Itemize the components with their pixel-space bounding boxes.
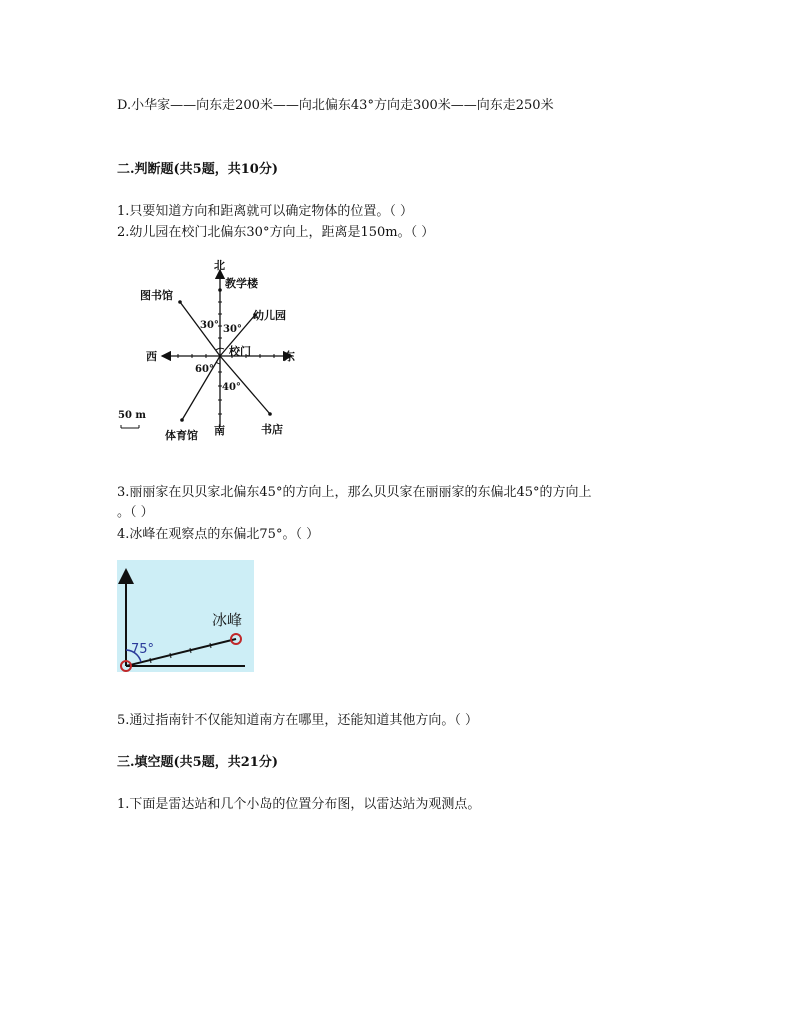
west-label: 西: [146, 350, 157, 363]
gym-label: 体育馆: [165, 429, 198, 442]
scale-label: 50 m: [118, 410, 146, 421]
question-2-2: 2.幼儿园在校门北偏东30°方向上，距离是150m。（ ）: [117, 225, 435, 240]
ice-peak-label: 冰峰: [212, 611, 243, 629]
teaching-building-label: 教学楼: [225, 277, 258, 290]
kindergarten-label: 幼儿园: [253, 309, 286, 322]
option-d: D.小华家——向东走200米——向北偏东43°方向走300米——向东走250米: [117, 98, 554, 113]
question-3-1: 1.下面是雷达站和几个小岛的位置分布图，以雷达站为观测点。: [117, 797, 481, 812]
section-3-title: 三.填空题(共5题，共21分): [117, 755, 278, 770]
east-label: 东: [284, 350, 295, 363]
angle-30-right: 30°: [223, 324, 242, 335]
question-2-4: 4.冰峰在观察点的东偏北75°。（ ）: [117, 527, 320, 542]
bookstore-label: 书店: [261, 423, 283, 436]
question-2-3-line2: 。（ ）: [117, 505, 154, 520]
school-direction-map: [112, 252, 312, 447]
angle-40: 40°: [222, 382, 241, 393]
library-label: 图书馆: [140, 289, 173, 302]
angle-75-label: 75°: [131, 642, 155, 657]
question-2-1: 1.只要知道方向和距离就可以确定物体的位置。（ ）: [117, 204, 414, 219]
angle-30-left: 30°: [200, 320, 219, 331]
section-2-title: 二.判断题(共5题，共10分): [117, 162, 278, 177]
question-2-5: 5.通过指南针不仅能知道南方在哪里，还能知道其他方向。（ ）: [117, 713, 479, 728]
angle-60: 60°: [195, 364, 214, 375]
north-label: 北: [214, 259, 225, 272]
south-label: 南: [214, 424, 225, 437]
ice-peak-figure: [117, 560, 254, 672]
school-gate-label: 校门: [229, 345, 251, 358]
question-2-3-line1: 3.丽丽家在贝贝家北偏东45°的方向上，那么贝贝家在丽丽家的东偏北45°的方向上: [117, 485, 592, 500]
